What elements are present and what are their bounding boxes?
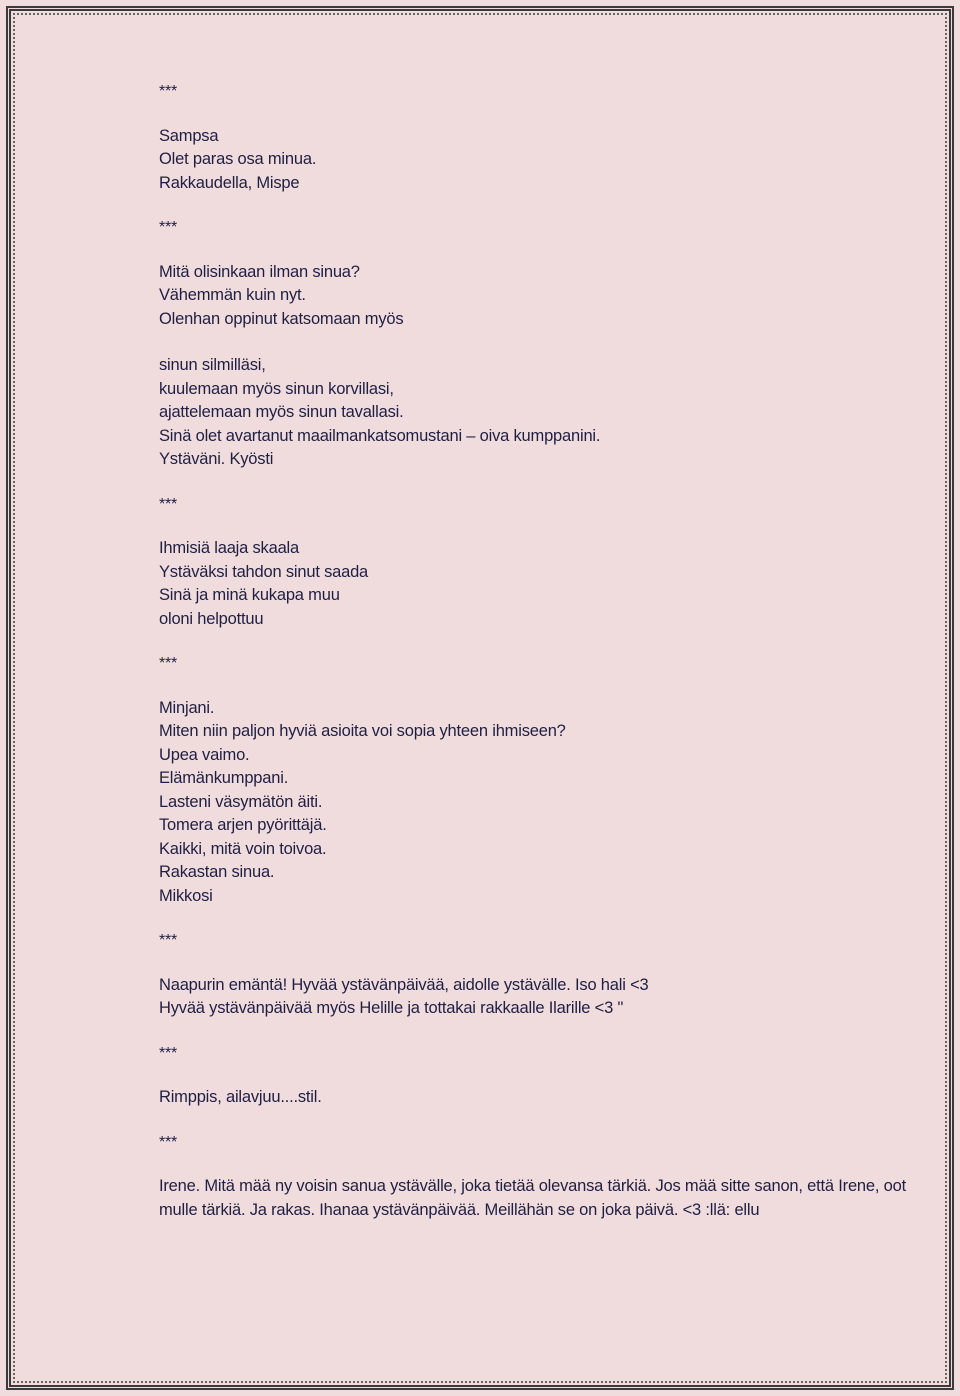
text-line: Mikkosi xyxy=(159,886,213,905)
message-sampsa xyxy=(159,125,919,196)
text-line: Tomera arjen pyörittäjä. xyxy=(159,816,327,834)
text-line: Ystäväni. Kyösti xyxy=(159,450,274,468)
text-line: Elämänkumppani. xyxy=(159,769,289,787)
separator: *** xyxy=(159,219,178,236)
message-rimppis xyxy=(159,1086,919,1110)
text-line: sinun silmilläsi, xyxy=(159,356,266,374)
document-body xyxy=(159,80,919,1222)
text-line: Olet paras osa minua. xyxy=(159,150,317,168)
text-line: Mitä olisinkaan ilman sinua? xyxy=(159,262,360,281)
separator: *** xyxy=(159,495,178,513)
text-line: kuulemaan myös sinun korvillasi, xyxy=(159,379,394,398)
text-line: Naapurin emäntä! Hyvää ystävänpäivää, aidolle ystävälle. Iso hali <3 xyxy=(159,975,649,994)
text-line: Vähemmän kuin nyt. xyxy=(159,286,306,304)
separator: *** xyxy=(159,83,178,100)
text-line: Upea vaimo. xyxy=(159,745,250,764)
text-line: Olenhan oppinut katsomaan myös xyxy=(159,309,404,328)
text-line: Ihmisiä laaja skaala xyxy=(159,539,299,557)
text-line: Miten niin paljon hyviä asioita voi sopia yhteen ihmiseen? xyxy=(159,722,566,740)
text-line: Rakastan sinua. xyxy=(159,863,275,881)
text-line: Lasteni väsymätön äiti. xyxy=(159,792,323,811)
text-line: Minjani. xyxy=(159,698,215,717)
message-minjani xyxy=(159,697,919,909)
message-irene xyxy=(159,1175,919,1222)
text-line: Ystäväksi tahdon sinut saada xyxy=(159,562,369,581)
text-line: oloni helpottuu xyxy=(159,609,264,628)
message-naapurin xyxy=(159,974,919,1021)
text-line: Kaikki, mitä voin toivoa. xyxy=(159,839,327,858)
message-ihmisia xyxy=(159,537,919,631)
text-paragraph: Irene. Mitä mää ny voisin sanua ystävälle, joka tietää olevansa tärkiä. Jos mää sitte sanon, että Irene, oot mulle tärkiä. Ja rakas. Ihanaa ystävänpäivää. Meillähän se on joka päivä. <3 :llä: ellu xyxy=(159,1177,906,1219)
text-line: Rimppis, ailavjuu....stil. xyxy=(159,1088,322,1106)
separator: *** xyxy=(159,932,178,949)
text-line: ajattelemaan myös sinun tavallasi. xyxy=(159,403,404,421)
separator: *** xyxy=(159,655,178,672)
text-line: Sinä ja minä kukapa muu xyxy=(159,586,340,604)
separator: *** xyxy=(159,1044,178,1062)
message-kyosti xyxy=(159,261,919,472)
text-line: Sinä olet avartanut maailmankatsomustani – oiva kumppanini. xyxy=(159,426,601,445)
text-line: Rakkaudella, Mispe xyxy=(159,173,300,192)
separator: *** xyxy=(159,1133,178,1151)
text-line: Hyvää ystävänpäivää myös Helille ja tottakai rakkaalle Ilarille <3 " xyxy=(159,999,624,1017)
text-line: Sampsa xyxy=(159,126,219,145)
